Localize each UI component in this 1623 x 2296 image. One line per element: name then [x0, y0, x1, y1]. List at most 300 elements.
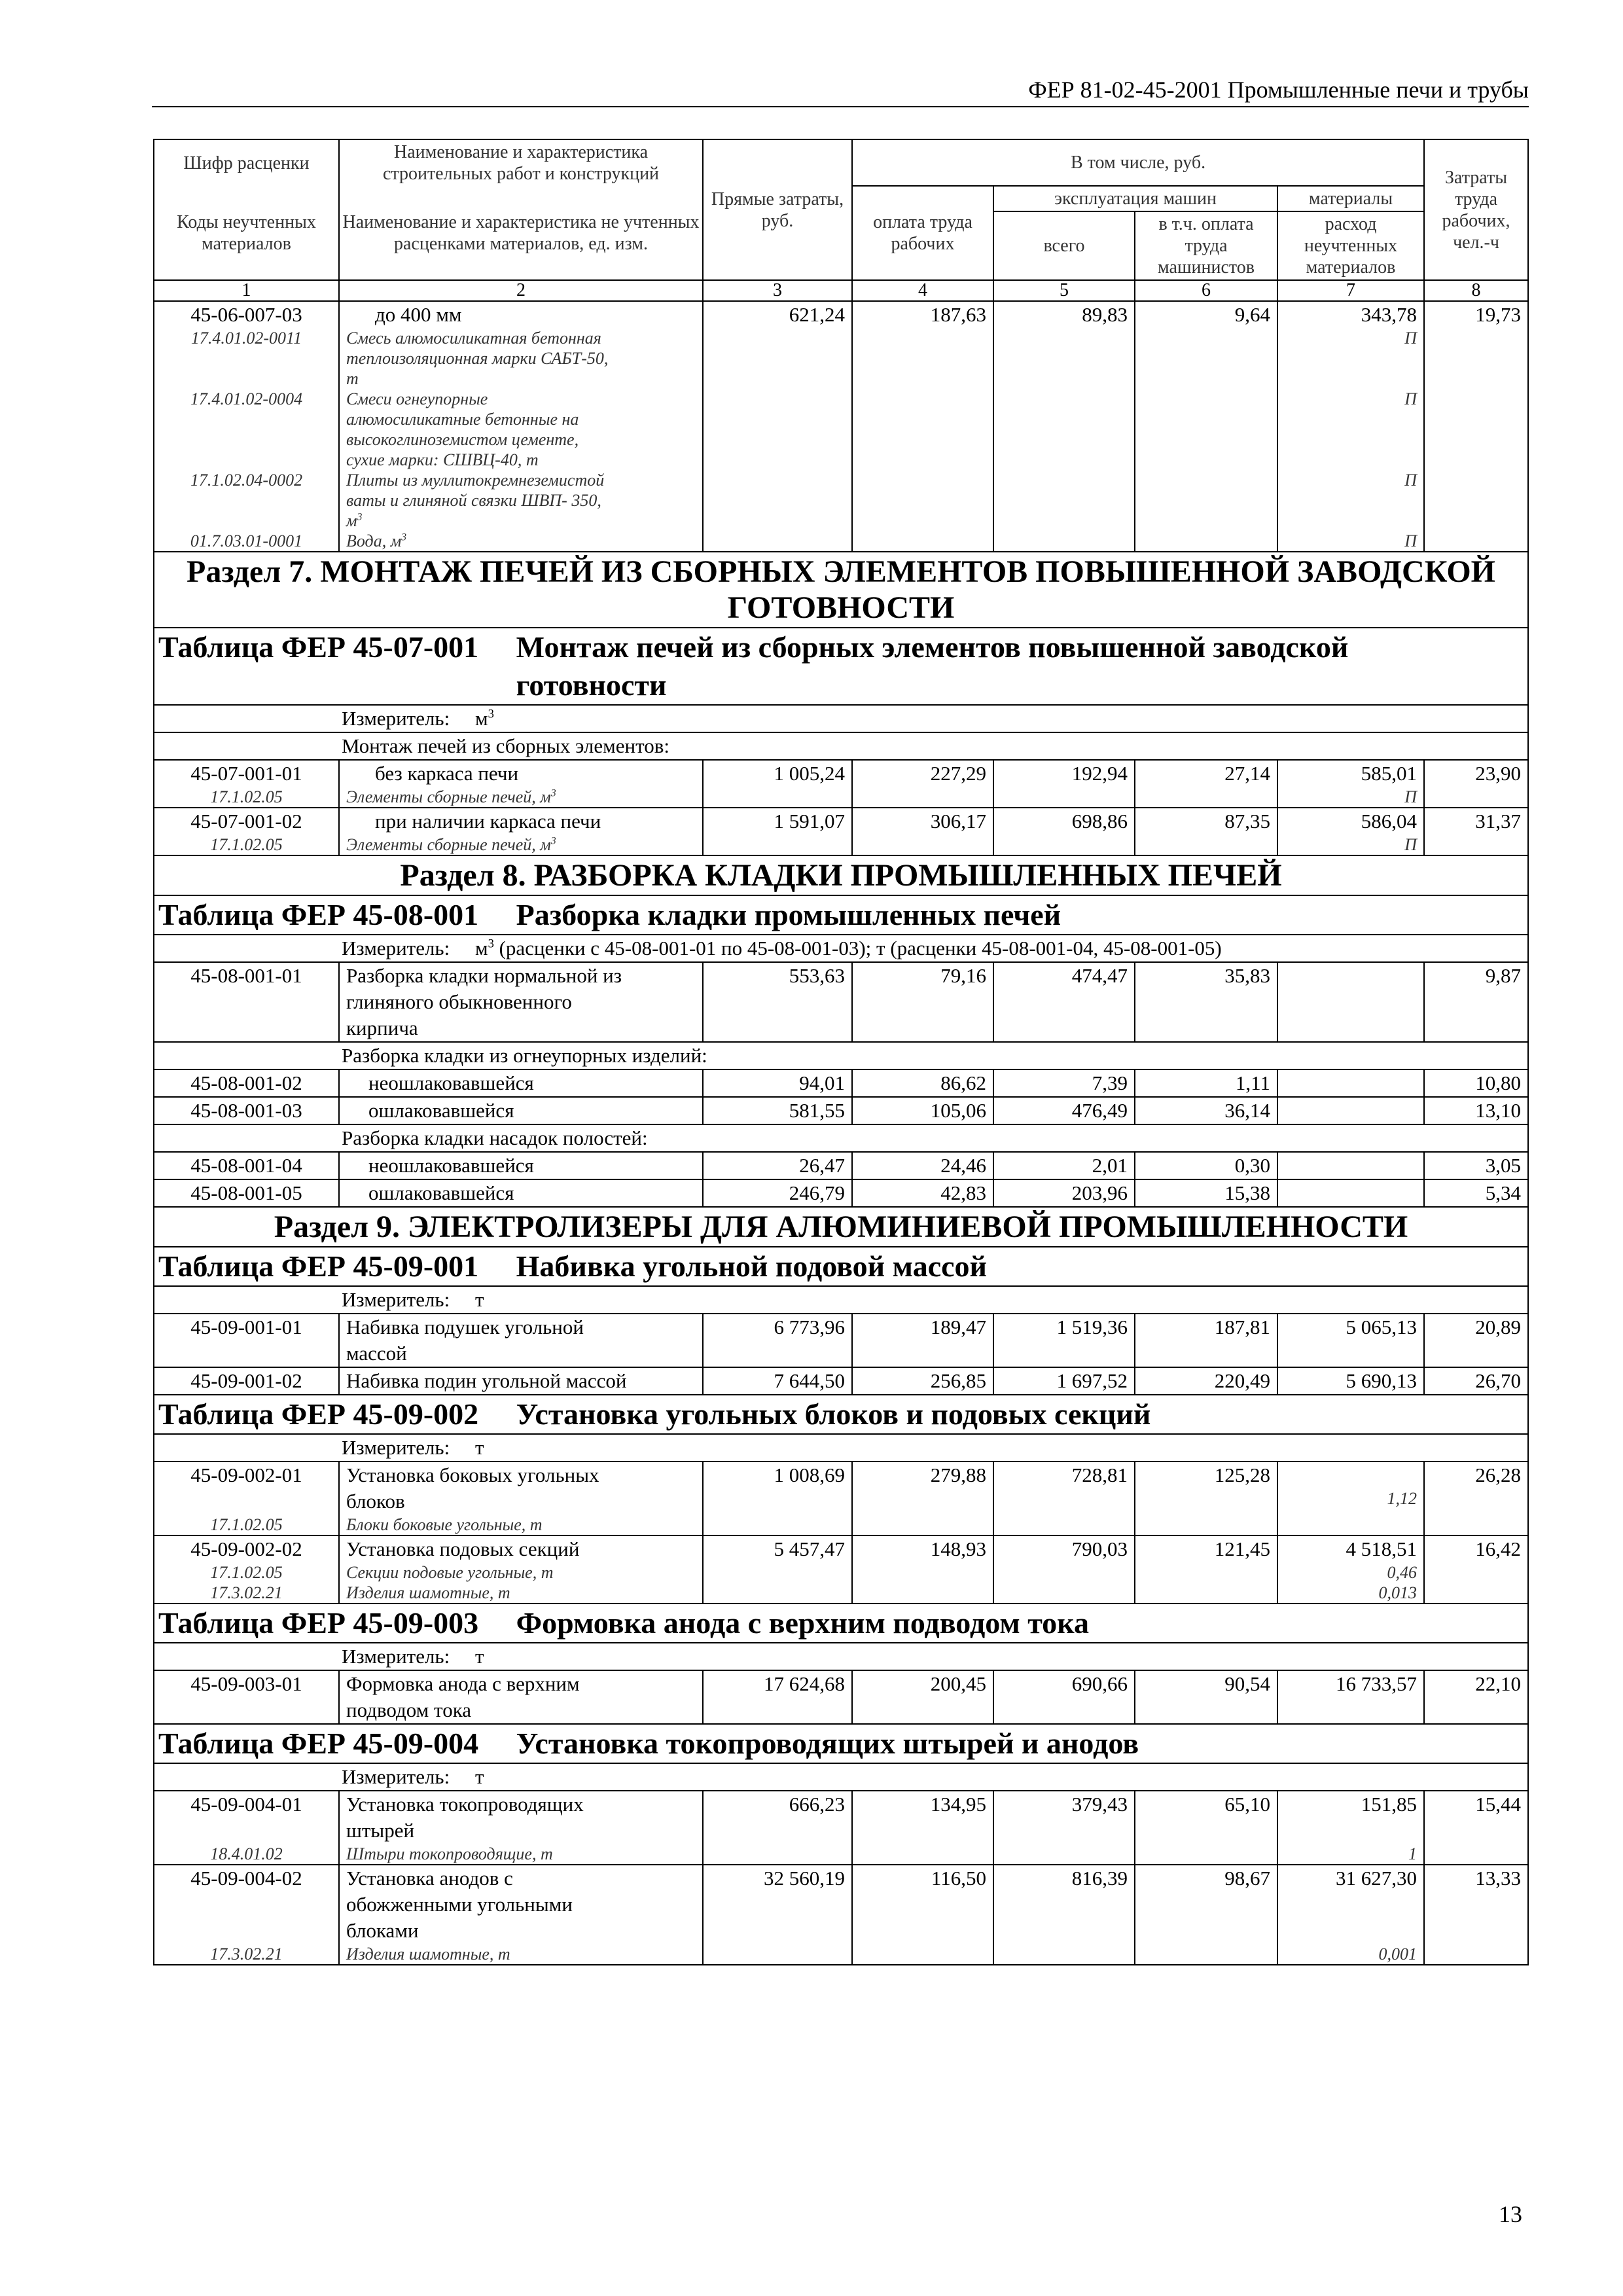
rate-row	[154, 1097, 1528, 1124]
machines-total: 7,39	[993, 1069, 1135, 1097]
meter	[154, 935, 1528, 962]
table-title-row	[154, 1724, 1528, 1763]
table-title: Установка угольных блоков и подовых секций	[516, 1397, 1151, 1431]
material-name: Секции подовые угольные, т	[346, 1563, 554, 1582]
material-name: Штыри токопроводящие, т	[346, 1844, 553, 1863]
rate-row	[154, 1367, 1528, 1395]
rate-row	[154, 1152, 1528, 1179]
materials	[1277, 1152, 1424, 1179]
wages: 24,46	[852, 1152, 993, 1179]
meter-value: т	[474, 1765, 484, 1788]
hdr-wages: оплата труда рабочих	[852, 186, 993, 280]
hdr-machines-wages: в т.ч. оплата труда машинистов	[1135, 211, 1277, 280]
rate-name	[339, 962, 703, 1042]
materials	[1277, 808, 1424, 855]
machines-wages: 98,67	[1135, 1865, 1277, 1965]
labor: 10,80	[1424, 1069, 1528, 1097]
table-id: Таблица ФЕР 45-09-003	[158, 1606, 479, 1640]
rate-row	[154, 301, 1528, 552]
meter-value: м	[474, 707, 488, 730]
table-caption	[154, 628, 1528, 705]
labor: 20,89	[1424, 1314, 1528, 1367]
unit-superscript: 3	[550, 787, 556, 799]
rate-row	[154, 1535, 1528, 1604]
rate-name-text: Разборка кладки нормальной из	[346, 964, 622, 987]
meter-row	[154, 1763, 1528, 1791]
hdr-materials: материалы	[1277, 186, 1424, 211]
direct-costs: 5 457,47	[703, 1535, 852, 1604]
rate-name-text: Набивка подин угольной массой	[346, 1369, 627, 1392]
meter-value: т	[474, 1288, 484, 1311]
table-caption	[154, 1395, 1528, 1434]
col-number: 3	[703, 280, 852, 301]
rate-row	[154, 1179, 1528, 1207]
machines-wages: 121,45	[1135, 1535, 1277, 1604]
col-number: 6	[1135, 280, 1277, 301]
material-usage: П	[1404, 787, 1418, 806]
table-title-row	[154, 628, 1528, 705]
meter-label: Измеритель:	[342, 1765, 450, 1788]
machines-wages: 0,30	[1135, 1152, 1277, 1179]
rate-code: 45-08-001-03	[154, 1097, 339, 1124]
unit-superscript: 3	[488, 937, 494, 951]
material-code: 17.1.02.05	[210, 835, 283, 854]
material-name: алюмосиликатные бетонные на	[346, 410, 579, 429]
meter-label: Измеритель:	[342, 707, 450, 730]
wages: 79,16	[852, 962, 993, 1042]
rates-document	[153, 139, 1527, 1965]
direct-costs: 6 773,96	[703, 1314, 852, 1367]
material-name: сухие марки: СШВЦ-40, т	[346, 450, 539, 469]
rate-code: 45-09-001-02	[154, 1367, 339, 1395]
material-usage: 1	[1408, 1844, 1418, 1863]
rate-name-text: без каркаса печи	[375, 762, 519, 785]
table-id: Таблица ФЕР 45-07-001	[158, 630, 479, 664]
rate-name	[339, 1865, 703, 1965]
direct-costs: 666,23	[703, 1791, 852, 1865]
meter-value: м	[474, 937, 488, 960]
rate-code	[154, 1865, 339, 1965]
direct-costs: 581,55	[703, 1097, 852, 1124]
machines-wages: 9,64	[1135, 301, 1277, 552]
material-name: Плиты из муллитокремнеземистой	[346, 471, 605, 490]
rate-name	[339, 1367, 703, 1395]
rate-name-text: массой	[346, 1342, 407, 1365]
materials	[1277, 1069, 1424, 1097]
rate-code	[154, 760, 339, 808]
materials	[1277, 1535, 1424, 1604]
machines-wages: 35,83	[1135, 962, 1277, 1042]
machines-total: 816,39	[993, 1865, 1135, 1965]
materials-value: 151,85	[1361, 1793, 1418, 1816]
materials-value: 4 518,51	[1346, 1537, 1418, 1560]
col-number: 7	[1277, 280, 1424, 301]
materials-value: 586,04	[1361, 810, 1418, 833]
labor: 9,87	[1424, 962, 1528, 1042]
direct-costs: 621,24	[703, 301, 852, 552]
wages: 306,17	[852, 808, 993, 855]
rate-code-value: 45-09-002-01	[190, 1463, 302, 1486]
rate-name-text: обожженными угольными	[346, 1893, 573, 1916]
material-name: Элементы сборные печей, м	[346, 835, 551, 854]
unit-superscript: 3	[488, 707, 494, 721]
running-header-title: ФЕР 81-02-45-2001 Промышленные печи и трубы	[1028, 77, 1529, 103]
rate-name	[339, 1314, 703, 1367]
labor: 15,44	[1424, 1791, 1528, 1865]
labor: 3,05	[1424, 1152, 1528, 1179]
meter-row	[154, 1434, 1528, 1462]
table-caption	[154, 1724, 1528, 1763]
page-number: 13	[1499, 2201, 1522, 2227]
material-code: 17.1.02.04-0002	[190, 471, 303, 490]
machines-total: 474,47	[993, 962, 1135, 1042]
table-title: Установка токопроводящих штырей и анодов	[516, 1727, 1139, 1760]
meter-row	[154, 1286, 1528, 1314]
labor: 13,33	[1424, 1865, 1528, 1965]
materials	[1277, 1791, 1424, 1865]
hdr-materials-usage: расход неучтенных материалов	[1277, 211, 1424, 280]
direct-costs: 7 644,50	[703, 1367, 852, 1395]
rate-name-text: подводом тока	[346, 1698, 472, 1721]
group-title: Разборка кладки насадок полостей:	[154, 1124, 1528, 1152]
wages: 86,62	[852, 1069, 993, 1097]
wages: 134,95	[852, 1791, 993, 1865]
rate-code	[154, 1791, 339, 1865]
rate-name: неошлаковавшейся	[339, 1069, 703, 1097]
direct-costs: 1 591,07	[703, 808, 852, 855]
rate-name-text: до 400 мм	[375, 303, 462, 326]
meter	[154, 1434, 1528, 1462]
machines-wages: 36,14	[1135, 1097, 1277, 1124]
material-name: т	[346, 369, 359, 388]
rate-code-value: 45-09-002-02	[190, 1537, 302, 1560]
rate-code-value: 45-07-001-02	[190, 810, 302, 833]
rate-name	[339, 760, 703, 808]
group-row	[154, 1124, 1528, 1152]
material-name: Вода, м	[346, 531, 402, 550]
rate-code-value: 45-09-004-02	[190, 1867, 302, 1890]
material-unit	[346, 511, 696, 531]
machines-total: 728,81	[993, 1462, 1135, 1535]
machines-total: 379,43	[993, 1791, 1135, 1865]
meter-value: т	[474, 1436, 484, 1459]
meter	[154, 1763, 1528, 1791]
direct-costs: 246,79	[703, 1179, 852, 1207]
group-row	[154, 732, 1528, 760]
column-numbers-row	[154, 280, 1528, 301]
material-usage: 0,001	[1378, 1945, 1418, 1964]
rate-code	[154, 1462, 339, 1535]
rate-name-text: Установка боковых угольных	[346, 1463, 599, 1486]
material-unit	[346, 787, 696, 807]
materials	[1277, 760, 1424, 808]
col-number: 5	[993, 280, 1135, 301]
material-code: 17.3.02.21	[210, 1583, 283, 1602]
material-name: Смеси огнеупорные	[346, 389, 488, 408]
hdr-code: Шифр расценки	[154, 139, 339, 186]
col-number: 1	[154, 280, 339, 301]
machines-total: 192,94	[993, 760, 1135, 808]
machines-total: 690,66	[993, 1670, 1135, 1724]
materials	[1277, 1865, 1424, 1965]
rate-row	[154, 760, 1528, 808]
rate-code: 45-09-001-01	[154, 1314, 339, 1367]
rate-name	[339, 1670, 703, 1724]
machines-wages: 27,14	[1135, 760, 1277, 808]
rate-row	[154, 1069, 1528, 1097]
rate-name-text: Установка анодов с	[346, 1867, 513, 1890]
machines-total: 476,49	[993, 1097, 1135, 1124]
meter-row	[154, 935, 1528, 962]
col-number: 4	[852, 280, 993, 301]
rate-row	[154, 1462, 1528, 1535]
materials-value: 585,01	[1361, 762, 1418, 785]
wages: 116,50	[852, 1865, 993, 1965]
meter-note: (расценки с 45-08-001-01 по 45-08-001-03); т (расценки 45-08-001-04, 45-08-001-05)	[499, 937, 1222, 960]
rate-code-value: 45-09-004-01	[190, 1793, 302, 1816]
materials-value: 31 627,30	[1336, 1867, 1418, 1890]
material-code: 18.4.01.02	[210, 1844, 283, 1863]
labor: 31,37	[1424, 808, 1528, 855]
wages: 189,47	[852, 1314, 993, 1367]
materials: 5 065,13	[1277, 1314, 1424, 1367]
direct-costs: 17 624,68	[703, 1670, 852, 1724]
meter-label: Измеритель:	[342, 1645, 450, 1668]
rate-code: 45-08-001-02	[154, 1069, 339, 1097]
rate-name-text: Установка подовых секций	[346, 1537, 580, 1560]
materials: 5 690,13	[1277, 1367, 1424, 1395]
rate-code: 45-08-001-01	[154, 962, 339, 1042]
table-id: Таблица ФЕР 45-09-001	[158, 1249, 479, 1283]
rate-name: ошлаковавшейся	[339, 1179, 703, 1207]
col-number: 8	[1424, 280, 1528, 301]
hdr-name: Наименование и характеристика строительных работ и конструкций	[339, 139, 703, 186]
section-title: Раздел 8. РАЗБОРКА КЛАДКИ ПРОМЫШЛЕННЫХ ПЕЧЕЙ	[154, 855, 1528, 895]
rate-row	[154, 962, 1528, 1042]
section-row	[154, 552, 1528, 628]
rate-code	[154, 301, 339, 552]
machines-total: 1 519,36	[993, 1314, 1135, 1367]
machines-wages: 187,81	[1135, 1314, 1277, 1367]
table-title: Монтаж печей из сборных элементов повышенной заводской готовности	[516, 630, 1349, 702]
labor: 26,28	[1424, 1462, 1528, 1535]
section-title: Раздел 9. ЭЛЕКТРОЛИЗЕРЫ ДЛЯ АЛЮМИНИЕВОЙ ПРОМЫШЛЕННОСТИ	[154, 1207, 1528, 1247]
material-usage: П	[1404, 329, 1418, 348]
meter	[154, 1286, 1528, 1314]
rate-row	[154, 1314, 1528, 1367]
material-usage: 0,46	[1387, 1563, 1418, 1582]
labor: 19,73	[1424, 301, 1528, 552]
material-usage: П	[1404, 389, 1418, 408]
header-row-1	[154, 139, 1528, 186]
rate-code: 45-08-001-05	[154, 1179, 339, 1207]
material-code: 17.1.02.05	[210, 1515, 283, 1534]
rate-name-text: Формовка анода с верхним	[346, 1672, 580, 1695]
machines-wages: 15,38	[1135, 1179, 1277, 1207]
meter-label: Измеритель:	[342, 1288, 450, 1311]
materials-value: 343,78	[1361, 303, 1418, 326]
machines-wages: 87,35	[1135, 808, 1277, 855]
material-unit	[346, 531, 696, 551]
hdr-material-names: Наименование и характеристика не учтенных расценками материалов, ед. изм.	[339, 186, 703, 280]
rate-name-text: при наличии каркаса печи	[375, 810, 601, 833]
wages: 187,63	[852, 301, 993, 552]
group-title: Монтаж печей из сборных элементов:	[154, 732, 1528, 760]
meter-label: Измеритель:	[342, 1436, 450, 1459]
direct-costs: 26,47	[703, 1152, 852, 1179]
machines-total: 1 697,52	[993, 1367, 1135, 1395]
direct-costs: 94,01	[703, 1069, 852, 1097]
materials: 16 733,57	[1277, 1670, 1424, 1724]
materials	[1277, 301, 1424, 552]
material-code: 17.1.02.05	[210, 1563, 283, 1582]
rate-name	[339, 1535, 703, 1604]
table-title-row	[154, 1247, 1528, 1286]
rate-name-text: штырей	[346, 1819, 415, 1842]
meter-row	[154, 705, 1528, 732]
wages: 227,29	[852, 760, 993, 808]
machines-wages: 125,28	[1135, 1462, 1277, 1535]
material-unit	[346, 834, 696, 855]
material-code: 17.4.01.02-0004	[190, 389, 303, 408]
rate-name	[339, 808, 703, 855]
rate-code-value: 45-07-001-01	[190, 762, 302, 785]
machines-total: 2,01	[993, 1152, 1135, 1179]
labor: 26,70	[1424, 1367, 1528, 1395]
section-row	[154, 1207, 1528, 1247]
rate-name: неошлаковавшейся	[339, 1152, 703, 1179]
table-title-row	[154, 1395, 1528, 1434]
material-usage: 0,013	[1378, 1583, 1418, 1602]
col-number: 2	[339, 280, 703, 301]
rate-name-text: Набивка подушек угольной	[346, 1316, 584, 1338]
hdr-machines: эксплуатация машин	[993, 186, 1277, 211]
rate-name: ошлаковавшейся	[339, 1097, 703, 1124]
wages: 105,06	[852, 1097, 993, 1124]
material-usage: П	[1404, 471, 1418, 490]
labor: 13,10	[1424, 1097, 1528, 1124]
material-usage: П	[1404, 531, 1418, 550]
meter-row	[154, 1643, 1528, 1670]
table-caption	[154, 895, 1528, 935]
meter	[154, 1643, 1528, 1670]
machines-wages: 220,49	[1135, 1367, 1277, 1395]
material-name: м	[346, 511, 357, 530]
rate-name-text: блоками	[346, 1919, 419, 1942]
direct-costs: 1 005,24	[703, 760, 852, 808]
table-title: Набивка угольной подовой массой	[516, 1249, 988, 1283]
material-name: Смесь алюмосиликатная бетонная	[346, 329, 601, 348]
rate-name-text: блоков	[346, 1490, 405, 1513]
labor: 22,10	[1424, 1670, 1528, 1724]
material-code: 01.7.03.01-0001	[190, 531, 303, 550]
table-id: Таблица ФЕР 45-08-001	[158, 898, 479, 931]
table-id: Таблица ФЕР 45-09-002	[158, 1397, 479, 1431]
rates-table	[153, 139, 1529, 1965]
hdr-including: В том числе, руб.	[852, 139, 1424, 186]
rate-row	[154, 1791, 1528, 1865]
rate-code: 45-08-001-04	[154, 1152, 339, 1179]
material-code: 17.1.02.05	[210, 787, 283, 806]
material-usage: 1,12	[1387, 1489, 1418, 1508]
rate-row	[154, 808, 1528, 855]
hdr-material-codes: Коды неучтенных материалов	[154, 186, 339, 280]
group-row	[154, 1042, 1528, 1069]
rate-code-value: 45-06-007-03	[190, 303, 302, 326]
hdr-machines-total: всего	[993, 211, 1135, 280]
labor: 16,42	[1424, 1535, 1528, 1604]
table-title: Разборка кладки промышленных печей	[516, 898, 1061, 931]
meter-label: Измеритель:	[342, 937, 450, 960]
table-title-row	[154, 895, 1528, 935]
material-usage: П	[1404, 835, 1418, 854]
material-name: высокоглиноземистом цементе,	[346, 430, 579, 449]
hdr-labor: Затраты труда рабочих, чел.-ч	[1424, 139, 1528, 280]
rate-name-text: глиняного обыкновенного	[346, 990, 572, 1013]
material-name: Изделия шамотные, т	[346, 1945, 510, 1964]
materials	[1277, 1462, 1424, 1535]
unit-superscript: 3	[357, 511, 363, 523]
table-title: Формовка анода с верхним подводом тока	[516, 1606, 1089, 1640]
direct-costs: 1 008,69	[703, 1462, 852, 1535]
unit-superscript: 3	[401, 531, 407, 543]
rate-name	[339, 1791, 703, 1865]
machines-wages: 1,11	[1135, 1069, 1277, 1097]
rate-code	[154, 808, 339, 855]
material-code: 17.3.02.21	[210, 1945, 283, 1964]
rate-row	[154, 1865, 1528, 1965]
table-title-row	[154, 1604, 1528, 1643]
rate-name	[339, 301, 703, 552]
machines-total: 203,96	[993, 1179, 1135, 1207]
running-header	[152, 73, 1529, 107]
material-name: Изделия шамотные, т	[346, 1583, 510, 1602]
wages: 42,83	[852, 1179, 993, 1207]
material-code: 17.4.01.02-0011	[190, 329, 302, 348]
wages: 148,93	[852, 1535, 993, 1604]
table-id: Таблица ФЕР 45-09-004	[158, 1727, 479, 1760]
meter-value: т	[474, 1645, 484, 1668]
labor: 23,90	[1424, 760, 1528, 808]
unit-superscript: 3	[550, 835, 556, 847]
materials	[1277, 1097, 1424, 1124]
wages: 200,45	[852, 1670, 993, 1724]
machines-wages: 90,54	[1135, 1670, 1277, 1724]
material-name: ваты и глиняной связки ШВП- 350,	[346, 491, 601, 510]
section-title: Раздел 7. МОНТАЖ ПЕЧЕЙ ИЗ СБОРНЫХ ЭЛЕМЕНТОВ ПОВЫШЕННОЙ ЗАВОДСКОЙ ГОТОВНОСТИ	[154, 552, 1528, 628]
meter	[154, 705, 1528, 732]
table-caption	[154, 1247, 1528, 1286]
hdr-direct-costs: Прямые затраты, руб.	[703, 139, 852, 280]
material-name: Блоки боковые угольные, т	[346, 1515, 543, 1534]
material-name: теплоизоляционная марки САБТ-50,	[346, 349, 609, 368]
rate-row	[154, 1670, 1528, 1724]
machines-total: 790,03	[993, 1535, 1135, 1604]
labor: 5,34	[1424, 1179, 1528, 1207]
machines-total: 698,86	[993, 808, 1135, 855]
rate-name-text: Установка токопроводящих	[346, 1793, 584, 1816]
materials	[1277, 962, 1424, 1042]
section-row	[154, 855, 1528, 895]
material-name: Элементы сборные печей, м	[346, 787, 551, 806]
wages: 279,88	[852, 1462, 993, 1535]
group-title: Разборка кладки из огнеупорных изделий:	[154, 1042, 1528, 1069]
machines-wages: 65,10	[1135, 1791, 1277, 1865]
wages: 256,85	[852, 1367, 993, 1395]
table-caption	[154, 1604, 1528, 1643]
materials	[1277, 1179, 1424, 1207]
rate-code	[154, 1535, 339, 1604]
